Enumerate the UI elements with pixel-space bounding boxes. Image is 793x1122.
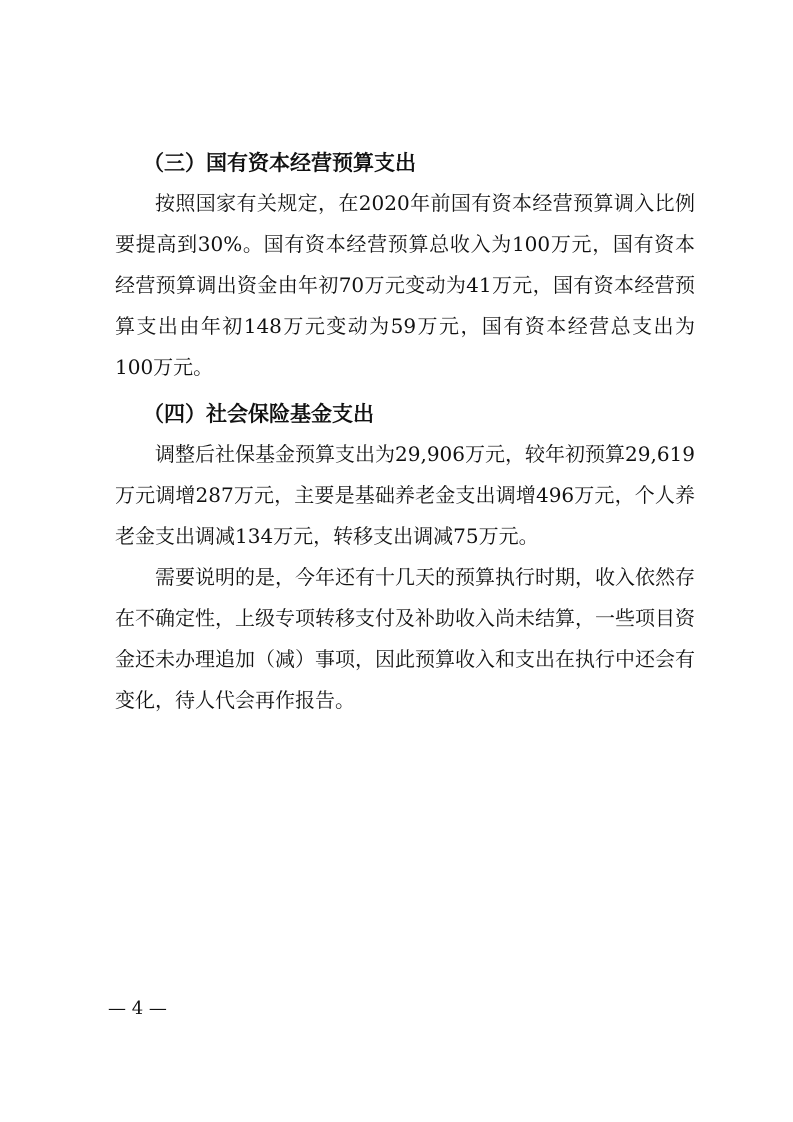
paragraph-social-insurance-expenditure: 调整后社保基金预算支出为29,906万元，较年初预算29,619万元调增287万元，主要是基础养老金支出调增496万元，个人养老金支出调减134万元，转移支出调减75万元。 xyxy=(115,442,695,548)
section-heading-social-insurance: （四）社会保险基金支出 xyxy=(143,402,374,426)
document-body xyxy=(115,143,695,721)
paragraph-state-capital-expenditure: 按照国家有关规定，在2020年前国有资本经营预算调入比例要提高到30%。国有资本经营预算总收入为100万元，国有资本经营预算调出资金由年初70万元变动为41万元，国有资本经营预算支出由年初148万元变动为59万元，国有资本经营总支出为100万元。 xyxy=(115,191,695,379)
section-heading-state-capital: （三）国有资本经营预算支出 xyxy=(143,151,416,175)
page-number: — 4 — xyxy=(108,998,167,1019)
paragraph-remarks: 需要说明的是，今年还有十几天的预算执行时期，收入依然存在不确定性，上级专项转移支付及补助收入尚未结算，一些项目资金还未办理追加（减）事项，因此预算收入和支出在执行中还会有变化，待人代会再作报告。 xyxy=(115,565,695,712)
